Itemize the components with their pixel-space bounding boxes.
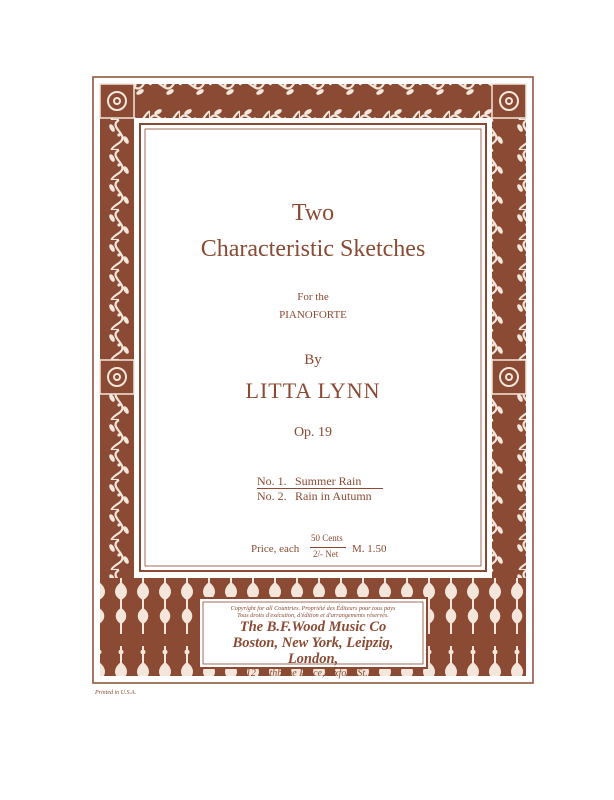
price-fraction-rule xyxy=(310,547,346,548)
title-line-1: Two xyxy=(291,200,335,226)
publisher-london: London, xyxy=(287,651,339,667)
copyright-line: Tous droits d'exécution, d'édition et d'arrangements réservés. xyxy=(237,612,389,619)
piece-number: No. 1. xyxy=(257,474,287,488)
copyright-notice xyxy=(209,605,417,619)
title-line-2: Characteristic Sketches xyxy=(200,236,426,262)
publisher-address: 12 Rathbone Place, Oxford St. W. xyxy=(245,668,381,679)
opus-number: Op. 19 xyxy=(293,425,333,440)
piece-title: Rain in Autumn xyxy=(295,489,372,503)
price-label: Price, each xyxy=(251,543,300,555)
printed-in-label: Printed in U.S.A. xyxy=(95,690,137,696)
price-mark: M. 1.50 xyxy=(352,543,387,555)
copyright-line: Copyright for all Countries. Propriété des Éditeurs pour tous pays xyxy=(230,605,396,612)
by-label: By xyxy=(304,352,322,368)
piece-list-item xyxy=(257,489,372,504)
publisher-name: The B.F.Wood Music Co xyxy=(239,619,387,635)
piece-title: Summer Rain xyxy=(295,474,362,488)
publisher-cities: Boston, New York, Leipzig, xyxy=(232,635,394,651)
publisher-imprint xyxy=(200,619,426,681)
price-upper: 50 Cents xyxy=(311,533,343,543)
price-lower: 2/- Net xyxy=(313,549,339,559)
for-the-label: For the xyxy=(297,291,329,303)
composer-name: LITTA LYNN xyxy=(245,378,381,403)
piece-number: No. 2. xyxy=(257,489,287,503)
piece-list-item xyxy=(257,474,361,489)
instrument-label: PIANOFORTE xyxy=(279,309,347,321)
